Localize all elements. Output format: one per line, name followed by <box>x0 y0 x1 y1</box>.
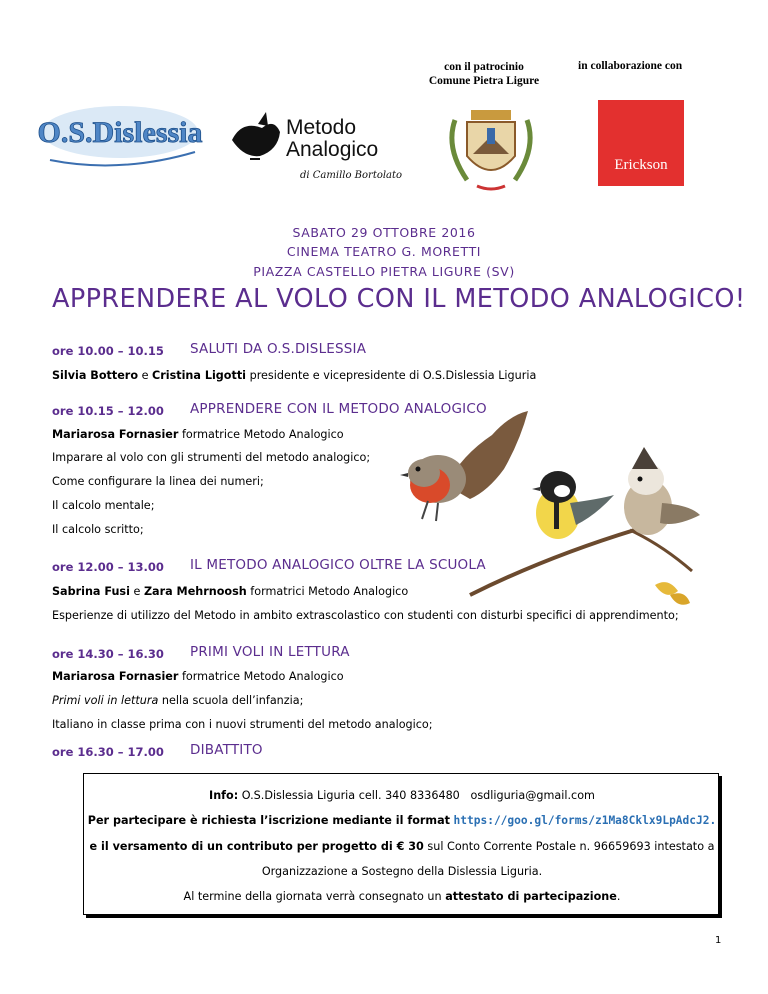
session-time: ore 10.15 – 12.00 <box>52 404 164 418</box>
great-tit-bird-icon <box>532 471 614 539</box>
speakers-joiner: e <box>141 369 149 382</box>
comune-stemma-icon <box>437 100 545 196</box>
erickson-text: Erickson <box>614 157 668 173</box>
erickson-logo <box>598 100 684 186</box>
payment-rest: sul Conto Corrente Postale n. 96659693 intestato a <box>427 840 715 853</box>
speaker-name: Silvia Bottero <box>52 369 138 382</box>
osdislessia-logo <box>37 102 203 172</box>
session-title: SALUTI DA O.S.DISLESSIA <box>190 341 367 357</box>
event-venue: CINEMA TEATRO G. MORETTI <box>286 244 482 259</box>
session-speakers <box>52 670 344 683</box>
collaborazione-text: in collaborazione con <box>578 60 683 72</box>
info-label: Info: <box>209 789 239 802</box>
metodo-line2: Analogico <box>286 138 379 161</box>
page-title: APPRENDERE AL VOLO CON IL METODO ANALOGICO! <box>52 284 746 314</box>
robin-bird-icon <box>400 411 528 521</box>
bird-logo-icon <box>232 112 280 160</box>
speaker-role: formatrice Metodo Analogico <box>181 428 344 441</box>
speaker-role: presidente e vicepresidente di O.S.Dislessia Liguria <box>249 369 537 382</box>
info-box <box>83 773 719 915</box>
patrocinio-line2: Comune Pietra Ligure <box>428 75 540 87</box>
speakers-joiner: e <box>133 585 141 598</box>
metodo-analogico-logo <box>228 110 403 188</box>
metodo-line1: Metodo <box>286 116 357 139</box>
certificate-post: . <box>616 890 621 903</box>
session-time: ore 12.00 – 13.00 <box>52 560 164 574</box>
session-title: PRIMI VOLI IN LETTURA <box>190 644 350 660</box>
list-item-rest: nella scuola dell’infanzia; <box>158 694 304 707</box>
session-speakers <box>52 428 344 441</box>
speaker-name: Cristina Ligotti <box>152 369 247 382</box>
patrocinio-line1: con il patrocinio <box>444 61 524 73</box>
session-speakers <box>52 369 536 382</box>
session-speakers <box>52 585 408 598</box>
session-title: DIBATTITO <box>190 742 263 758</box>
info-payment <box>84 840 720 853</box>
session-title: APPRENDERE CON IL METODO ANALOGICO <box>190 401 487 417</box>
speaker-role: formatrici Metodo Analogico <box>250 585 409 598</box>
session-time: ore 14.30 – 16.30 <box>52 647 164 661</box>
list-item: Imparare al volo con gli strumenti del metodo analogico; <box>52 451 371 464</box>
speaker-name: Mariarosa Fornasier <box>52 428 179 441</box>
birds-illustration <box>400 395 722 630</box>
info-organization: Organizzazione a Sostegno della Dislessia Liguria. <box>261 865 543 878</box>
list-item: Il calcolo scritto; <box>52 523 144 536</box>
session-time: ore 16.30 – 17.00 <box>52 745 164 759</box>
list-item: Esperienze di utilizzo del Metodo in ambito extrascolastico con studenti con disturbi specifici di apprendimento; <box>52 609 679 622</box>
info-contact <box>84 789 720 802</box>
list-item: Come configurare la linea dei numeri; <box>52 475 264 488</box>
info-certificate <box>84 890 720 903</box>
patrocinio-text <box>414 60 554 88</box>
certificate-pre: Al termine della giornata verrà consegnato un <box>183 890 442 903</box>
event-date: SABATO 29 OTTOBRE 2016 <box>292 225 476 240</box>
list-item <box>52 694 303 707</box>
speaker-name: Mariarosa Fornasier <box>52 670 179 683</box>
page-number: 1 <box>715 935 722 946</box>
speaker-name: Zara Mehrnoosh <box>143 585 247 598</box>
event-place: PIAZZA CASTELLO PIETRA LIGURE (SV) <box>253 264 515 279</box>
italic-text: Primi voli in lettura <box>52 694 159 707</box>
osd-logo-text: O.S.Dislessia <box>37 116 203 149</box>
session-time: ore 10.00 – 10.15 <box>52 344 164 358</box>
certificate-bold: attestato di partecipazione <box>445 890 617 903</box>
list-item: Il calcolo mentale; <box>52 499 155 512</box>
info-contact-text: O.S.Dislessia Liguria cell. 340 8336480 <box>241 789 460 802</box>
metodo-sub: di Camillo Bortolato <box>300 170 403 181</box>
leaf-icon <box>655 582 678 595</box>
speaker-role: formatrice Metodo Analogico <box>181 670 344 683</box>
registration-link[interactable]: https://goo.gl/forms/z1Ma8Cklx9LpAdcJ2. <box>453 814 717 827</box>
session-title: IL METODO ANALOGICO OLTRE LA SCUOLA <box>190 557 486 573</box>
payment-bold: e il versamento di un contributo per progetto di € 30 <box>89 840 424 853</box>
info-email[interactable]: osdliguria@gmail.com <box>470 789 595 802</box>
list-item: Italiano in classe prima con i nuovi strumenti del metodo analogico; <box>52 718 433 731</box>
registration-text: Per partecipare è richiesta l’iscrizione mediante il format <box>87 814 450 827</box>
crested-tit-bird-icon <box>624 447 700 535</box>
info-registration <box>84 814 720 827</box>
speaker-name: Sabrina Fusi <box>52 585 130 598</box>
